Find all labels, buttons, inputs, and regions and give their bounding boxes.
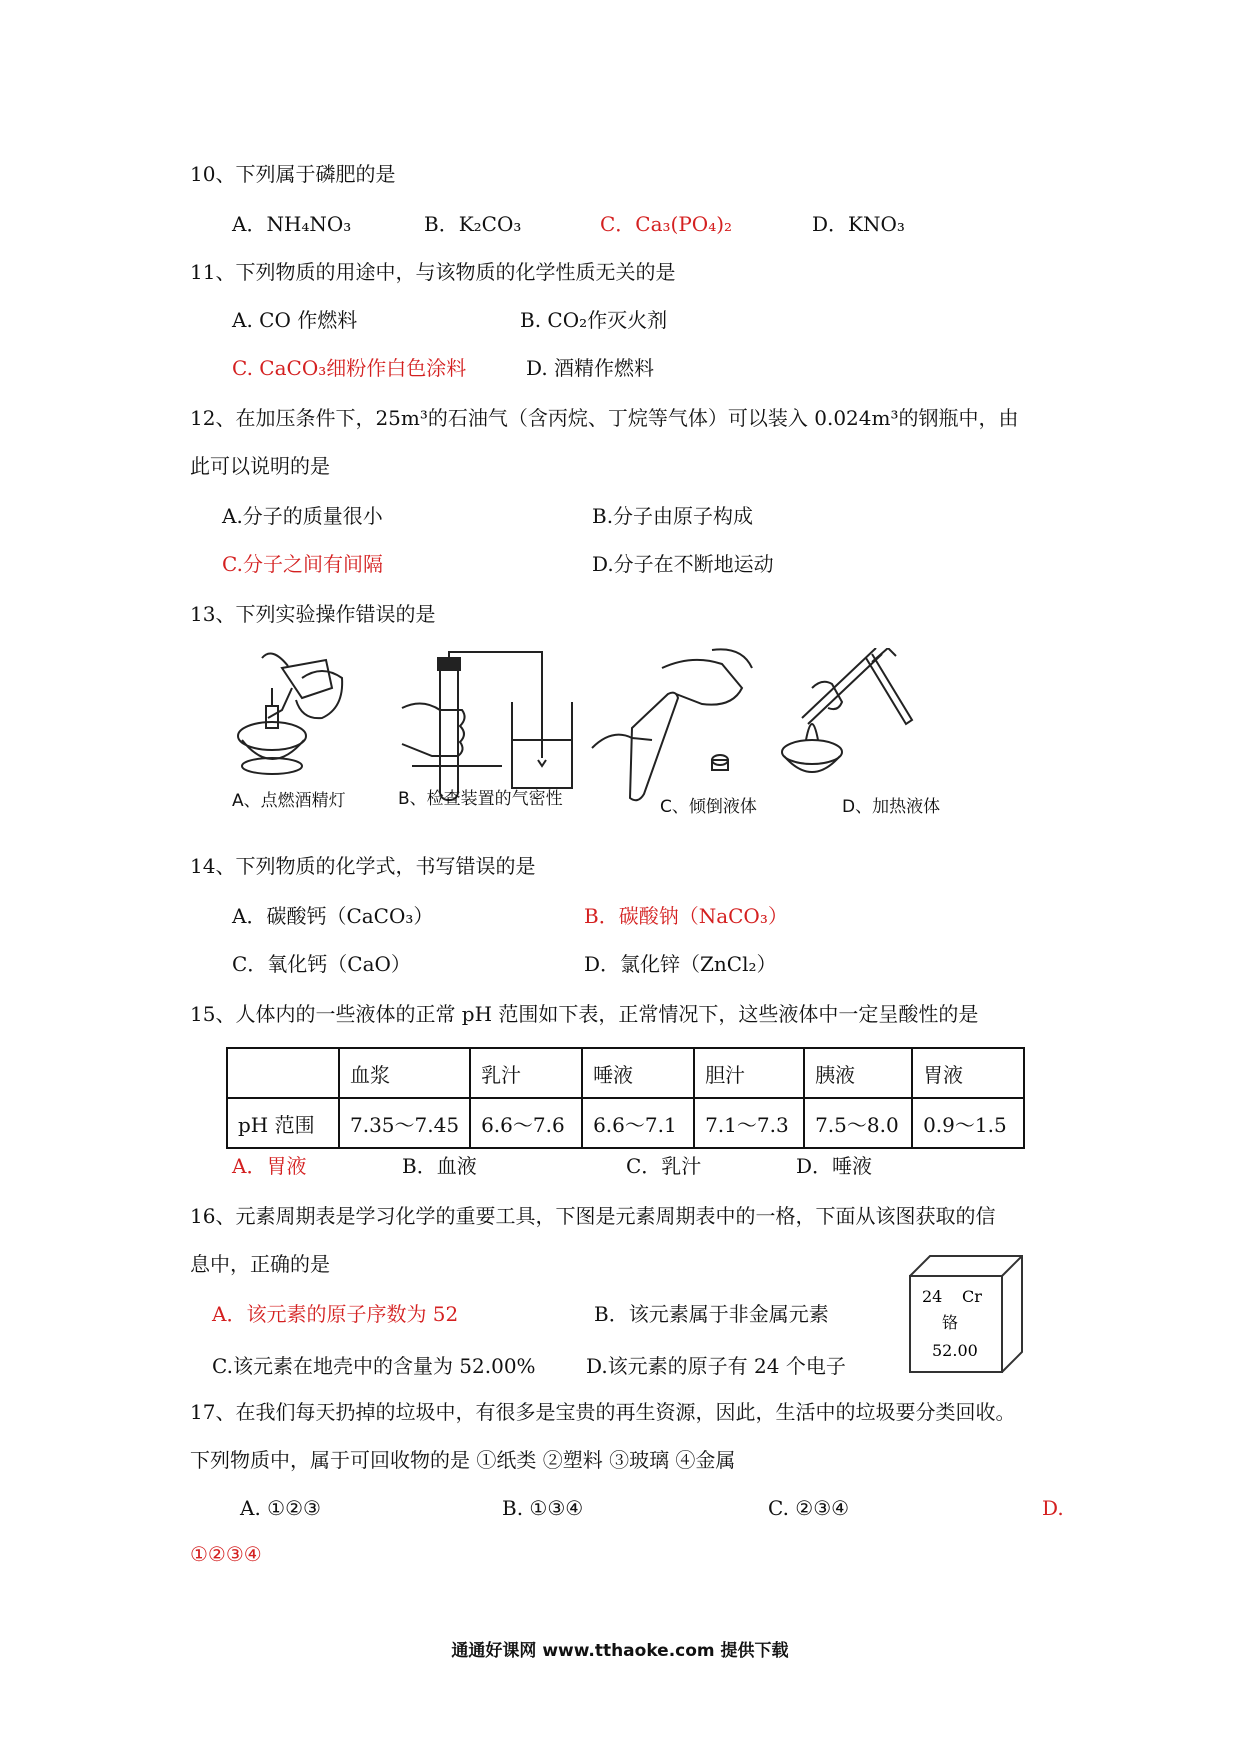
page-footer: 通通好课网 www.tthaoke.com 提供下载 (451, 1641, 789, 1661)
q16-stem-line2: 息中，正确的是 (190, 1252, 330, 1276)
ph-table-header-cell (227, 1048, 339, 1098)
ph-table-cell: 6.6～7.1 (582, 1098, 694, 1148)
q12-stem-line2: 此可以说明的是 (190, 454, 330, 478)
q16-option-d: D.该元素的原子有 24 个电子 (586, 1354, 846, 1378)
element-number: 24 (922, 1287, 943, 1306)
q16-option-b: B．该元素属于非金属元素 (594, 1302, 829, 1326)
q10-option-c: C．Ca₃(PO₄)₂ (600, 212, 733, 236)
q11-stem: 11、下列物质的用途中，与该物质的化学性质无关的是 (190, 260, 676, 284)
q10-stem: 10、下列属于磷肥的是 (190, 162, 396, 186)
q15-option-a: A．胃液 (232, 1154, 307, 1178)
q16-option-c: C.该元素在地壳中的含量为 52.00% (212, 1354, 536, 1378)
ph-table-cell: 7.5～8.0 (804, 1098, 912, 1148)
q12-option-b: B.分子由原子构成 (592, 504, 754, 528)
element-symbol: Cr (962, 1287, 982, 1306)
q10-option-d: D．KNO₃ (812, 212, 905, 236)
q14-option-b: B．碳酸钠（NaCO₃） (584, 904, 788, 928)
ph-table-header-row (227, 1048, 1024, 1098)
heating-liquid-illustration (782, 648, 912, 772)
ph-table-cell: 7.1～7.3 (694, 1098, 804, 1148)
q14-stem: 14、下列物质的化学式，书写错误的是 (190, 854, 536, 878)
ph-table-row (227, 1098, 1024, 1148)
q13-stem: 13、下列实验操作错误的是 (190, 602, 436, 626)
element-mass: 52.00 (932, 1341, 978, 1360)
q11-option-d: D. 酒精作燃料 (526, 356, 655, 380)
q17-option-d-label: D. (1042, 1496, 1064, 1520)
q15-option-c: C．乳汁 (626, 1154, 702, 1178)
q13-caption-a: A、点燃酒精灯 (232, 791, 346, 811)
element-name: 铬 (942, 1313, 959, 1332)
ph-table-header-cell: 胃液 (912, 1048, 1024, 1098)
ph-table (226, 1047, 1025, 1149)
ph-table-header-cell: 胆汁 (694, 1048, 804, 1098)
q17-stem-line2: 下列物质中，属于可回收物的是 ①纸类 ②塑料 ③玻璃 ④金属 (190, 1448, 736, 1472)
q12-option-d: D.分子在不断地运动 (592, 552, 774, 576)
q11-option-b: B. CO₂作灭火剂 (520, 308, 668, 332)
q17-option-a: A. ①②③ (240, 1496, 321, 1520)
ph-table-cell: 0.9～1.5 (912, 1098, 1024, 1148)
ph-table-header-cell: 胰液 (804, 1048, 912, 1098)
pouring-liquid-illustration (592, 649, 752, 800)
q17-stem-line1: 17、在我们每天扔掉的垃圾中，有很多是宝贵的再生资源，因此，生活中的垃圾要分类回收。 (190, 1400, 1016, 1424)
q13-caption-d: D、加热液体 (842, 797, 941, 817)
alcohol-lamp-lighting-illustration (238, 654, 342, 775)
ph-table-cell: 6.6～7.6 (470, 1098, 582, 1148)
ph-table-header-cell: 乳汁 (470, 1048, 582, 1098)
periodic-table-cell (908, 1254, 1026, 1376)
q15-option-d: D．唾液 (796, 1154, 873, 1178)
q14-option-c: C．氧化钙（CaO） (232, 952, 411, 976)
q12-option-a: A.分子的质量很小 (222, 504, 383, 528)
q11-option-a: A. CO 作燃料 (232, 308, 358, 332)
q10-option-a: A．NH₄NO₃ (232, 212, 352, 236)
q13-caption-c: C、倾倒液体 (660, 797, 757, 817)
q16-stem-line1: 16、元素周期表是学习化学的重要工具，下图是元素周期表中的一格，下面从该图获取的信 (190, 1204, 996, 1228)
ph-table-cell: 7.35～7.45 (339, 1098, 470, 1148)
ph-table-header-cell: 血浆 (339, 1048, 470, 1098)
q16-option-a: A．该元素的原子序数为 52 (212, 1302, 459, 1326)
lab-operations-figure (232, 648, 1012, 816)
q17-option-c: C. ②③④ (768, 1496, 850, 1520)
q15-option-b: B．血液 (402, 1154, 477, 1178)
q10-option-b: B．K₂CO₃ (424, 212, 522, 236)
q14-option-a: A．碳酸钙（CaCO₃） (232, 904, 434, 928)
ph-table-cell: pH 范围 (227, 1098, 339, 1148)
q12-stem-line1: 12、在加压条件下，25m³的石油气（含丙烷、丁烷等气体）可以装入 0.024m³的钢瓶中，由 (190, 406, 1019, 430)
q13-caption-b: B、检查装置的气密性 (398, 789, 563, 809)
airtightness-check-illustration (402, 652, 572, 800)
q11-option-c: C. CaCO₃细粉作白色涂料 (232, 356, 467, 380)
q15-stem: 15、人体内的一些液体的正常 pH 范围如下表，正常情况下，这些液体中一定呈酸性的是 (190, 1002, 979, 1026)
q17-option-d-value: ①②③④ (190, 1542, 262, 1566)
ph-table-header-cell: 唾液 (582, 1048, 694, 1098)
q17-option-b: B. ①③④ (502, 1496, 584, 1520)
q14-option-d: D．氯化锌（ZnCl₂） (584, 952, 777, 976)
q12-option-c: C.分子之间有间隔 (222, 552, 383, 576)
